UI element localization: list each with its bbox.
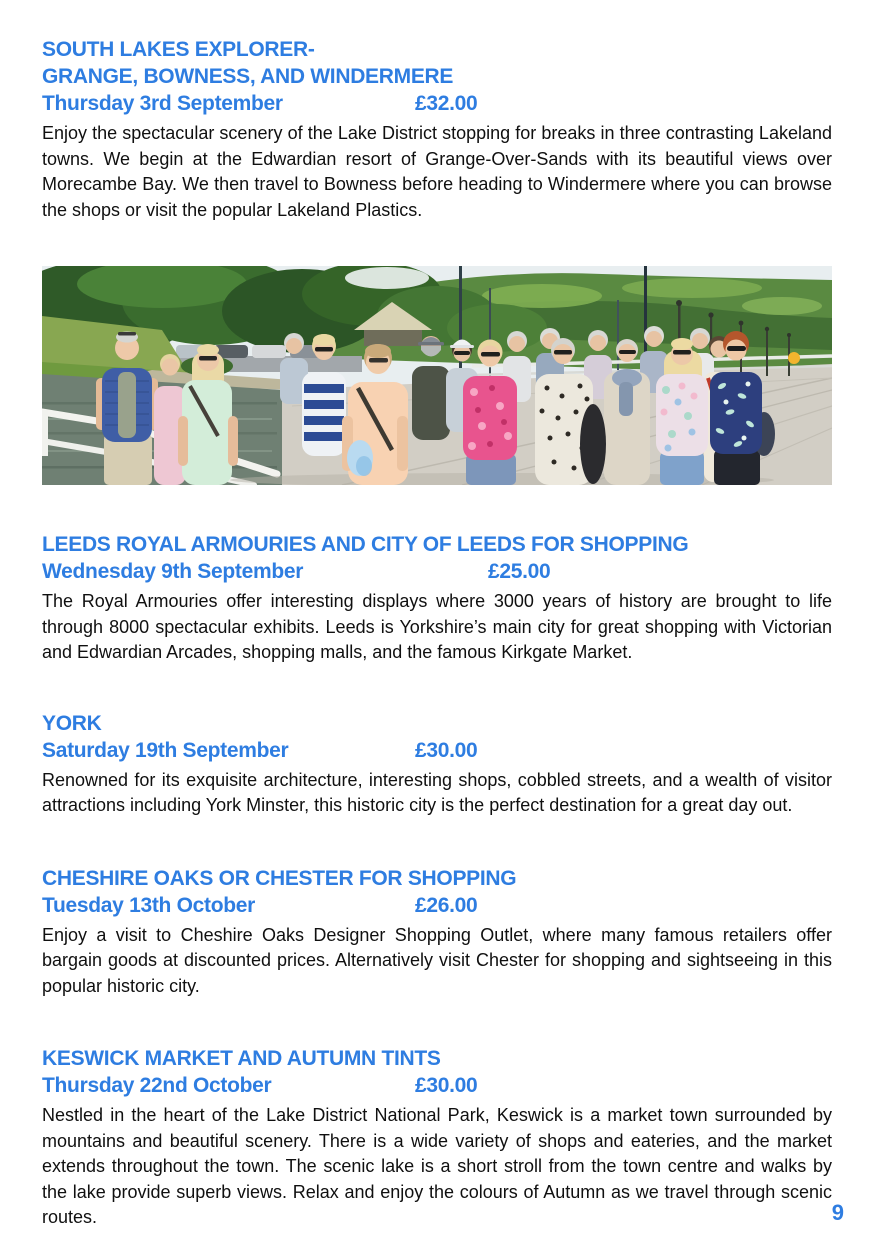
trip-date-price-row — [42, 558, 832, 585]
trip-date-price-row — [42, 1072, 832, 1099]
trip-date: Tuesday 13th October — [42, 893, 256, 917]
trip-title — [42, 1045, 832, 1072]
trip-date: Thursday 22nd October — [42, 1074, 272, 1097]
trip-title — [42, 531, 832, 558]
trip-photo — [42, 266, 832, 485]
trip-title-line-2: GRANGE, BOWNESS, AND WINDERMERE — [42, 65, 454, 88]
trip-title — [42, 36, 832, 90]
page-number: 9 — [831, 1200, 844, 1225]
trip-keswick-market — [42, 1045, 832, 1231]
trip-description: Enjoy a visit to Cheshire Oaks Designer Shopping Outlet, where many famous retailers offer bargain goods at discounted prices. Alternatively visit Chester for shopping and sightseeing in this popular historic city. — [42, 924, 832, 996]
trip-date-price-row — [42, 737, 832, 764]
trip-title-line-1: CHESHIRE OAKS OR CHESTER FOR SHOPPING — [42, 866, 517, 890]
trip-price: £30.00 — [415, 738, 478, 762]
trip-photo-illustration — [42, 266, 832, 485]
trip-description: The Royal Armouries offer interesting displays where 3000 years of history are brought to life through 8000 spectacular exhibits. Leeds is Yorkshire’s main city for great shopping with Victorian and Edwardian Arcades, shopping malls, and the famous Kirkgate Market. — [42, 591, 832, 662]
trip-date: Saturday 19th September — [42, 738, 289, 762]
trip-description: Enjoy the spectacular scenery of the Lake District stopping for breaks in three contrasting Lakeland towns. We begin at the Edwardian resort of Grange-Over-Sands with its beautiful views over Morecambe Bay. We then travel to Bowness before heading to Windermere where you can browse the shops or visit the popular Lakeland Plastics. — [42, 123, 832, 220]
trip-date-price-row — [42, 90, 832, 117]
trip-title-line-1: KESWICK MARKET AND AUTUMN TINTS — [42, 1047, 441, 1070]
trip-title-line-1: LEEDS ROYAL ARMOURIES AND CITY OF LEEDS FOR SHOPPING — [42, 533, 689, 556]
trip-title-line-1: SOUTH LAKES EXPLORER- — [42, 38, 315, 61]
trip-title — [42, 710, 832, 737]
trip-leeds-royal-armouries — [42, 531, 832, 666]
photo-buoy — [788, 352, 800, 364]
trip-cheshire-oaks-chester — [42, 865, 832, 1000]
trip-title-line-1: YORK — [42, 711, 102, 735]
trip-date: Thursday 3rd September — [42, 92, 283, 115]
trip-price: £26.00 — [415, 893, 478, 917]
trip-description: Renowned for its exquisite architecture, interesting shops, cobbled streets, and a wealth of visitor attractions including York Minster, this historic city is the perfect destination for a great day out. — [42, 769, 832, 815]
trip-south-lakes-explorer — [42, 36, 832, 223]
trip-date-price-row — [42, 892, 832, 919]
trip-york — [42, 710, 832, 819]
trip-price: £30.00 — [415, 1074, 478, 1097]
trip-price: £25.00 — [488, 560, 551, 583]
trip-price: £32.00 — [415, 92, 478, 115]
trip-title — [42, 865, 832, 892]
trip-date: Wednesday 9th September — [42, 560, 304, 583]
trip-description: Nestled in the heart of the Lake District National Park, Keswick is a market town surrounded by mountains and beautiful scenery. There is a wide variety of shops and eateries, and the market extends throughout the town. The scenic lake is a short stroll from the town centre and walks by the lake provide superb views. Relax and enjoy the colours of Autumn as we travel through scenic routes. — [42, 1105, 832, 1227]
